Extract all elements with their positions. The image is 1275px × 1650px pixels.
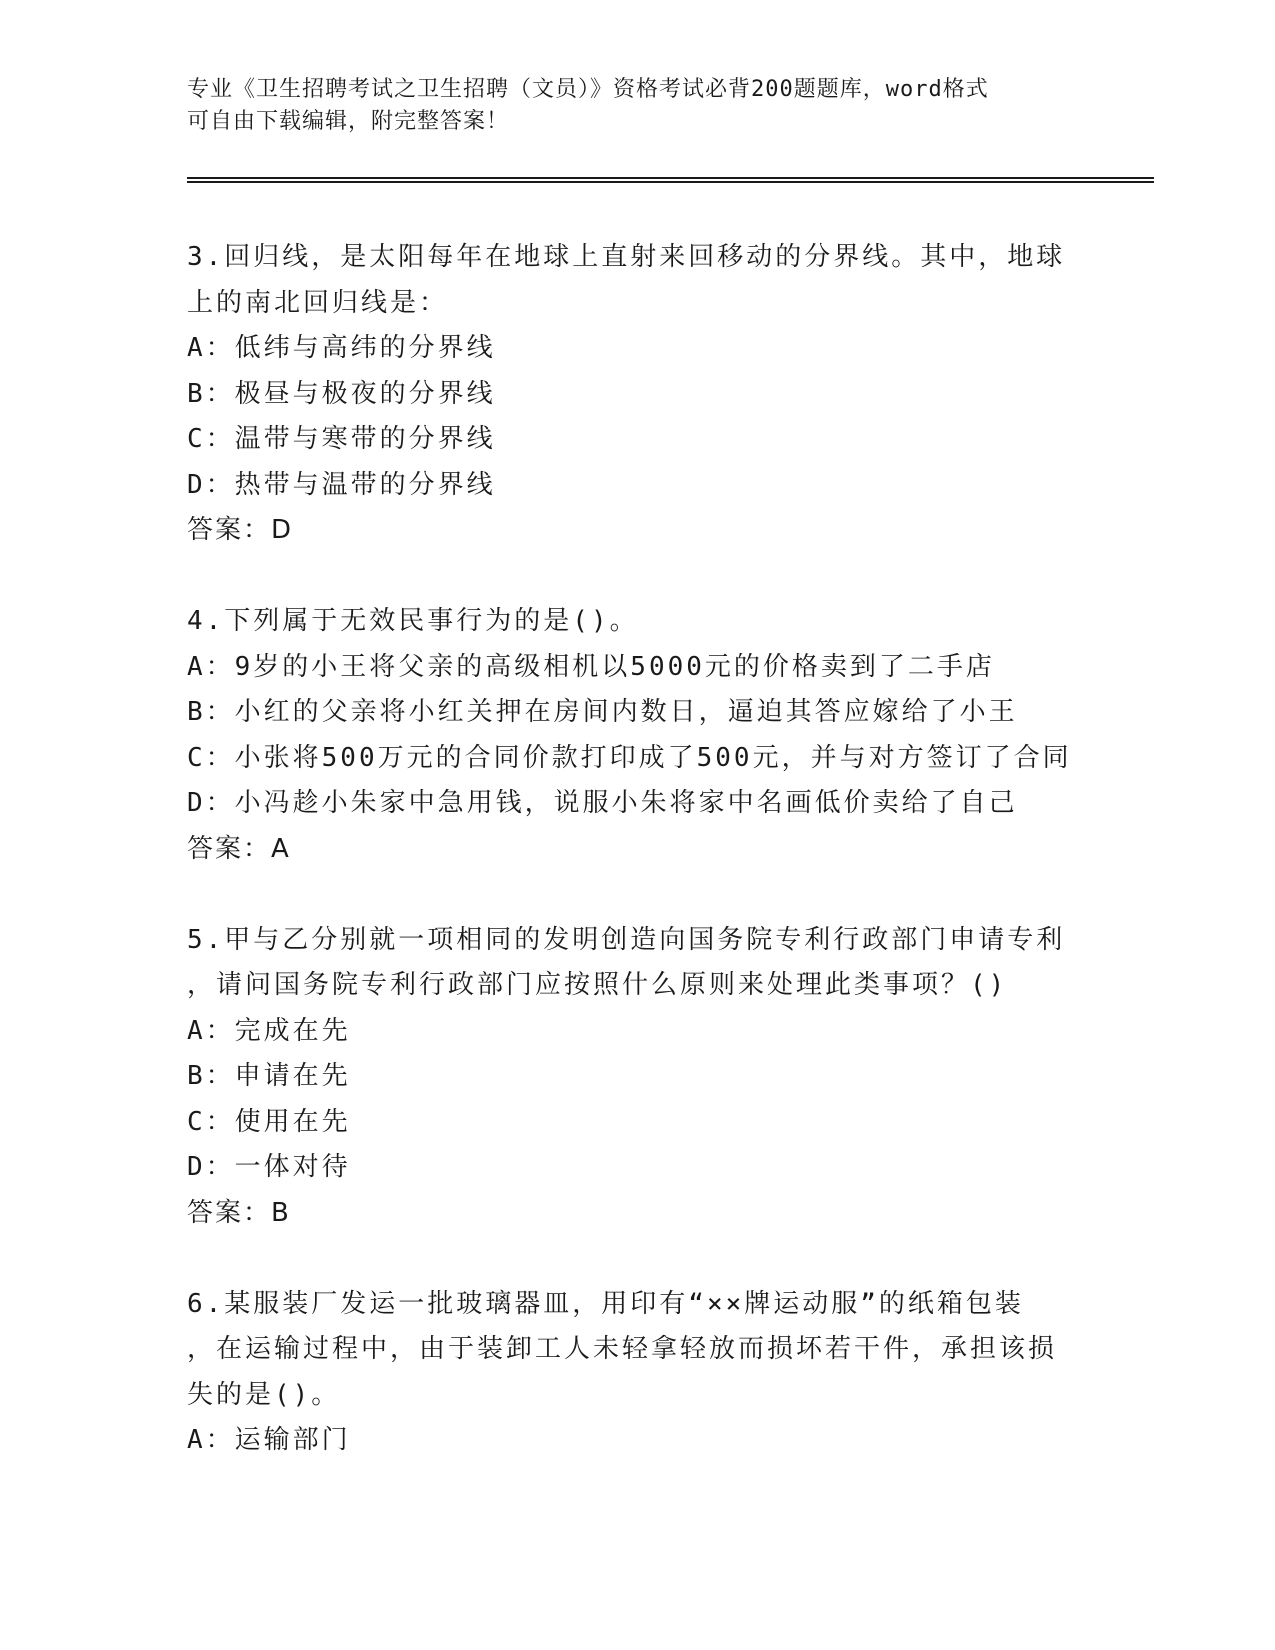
question-gap	[187, 872, 1087, 918]
option-a: A：运输部门	[187, 1425, 351, 1455]
document-header	[187, 74, 1067, 138]
question-stem-line: ，请问国务院专利行政部门应按照什么原则来处理此类事项？()	[187, 970, 1008, 1000]
question-3	[187, 235, 1087, 554]
option-a: A：完成在先	[187, 1015, 351, 1046]
option-a: A：9岁的小王将父亲的高级相机以5000元的价格卖到了二手店	[187, 651, 995, 682]
header-divider-bottom	[187, 181, 1154, 183]
header-line-2: 可自由下载编辑，附完整答案！	[187, 109, 510, 134]
header-divider-top	[187, 177, 1154, 179]
question-stem-line: 5.甲与乙分别就一项相同的发明创造向国务院专利行政部门申请专利	[187, 924, 1066, 955]
option-b: B：申请在先	[187, 1061, 351, 1091]
option-d: D：热带与温带的分界线	[187, 469, 496, 500]
question-5	[187, 918, 1087, 1237]
answer: 答案：A	[187, 833, 291, 864]
option-b: B：极昼与极夜的分界线	[187, 378, 496, 409]
header-line-1: 专业《卫生招聘考试之卫生招聘（文员）》资格考试必背200题题库，word格式	[187, 77, 989, 102]
option-d: D：小冯趁小朱家中急用钱，说服小朱将家中名画低价卖给了自己	[187, 788, 1018, 818]
option-c: C：小张将500万元的合同价款打印成了500元，并与对方签订了合同	[187, 742, 1072, 773]
option-c: C：温带与寒带的分界线	[187, 424, 496, 454]
question-stem-line: 3.回归线，是太阳每年在地球上直射来回移动的分界线。其中，地球	[187, 242, 1066, 272]
question-stem-line: 4.下列属于无效民事行为的是()。	[187, 606, 639, 636]
option-a: A：低纬与高纬的分界线	[187, 333, 496, 363]
question-gap	[187, 1236, 1087, 1282]
question-stem-line: 上的南北回归线是：	[187, 287, 449, 318]
option-b: B：小红的父亲将小红关押在房间内数日，逼迫其答应嫁给了小王	[187, 697, 1018, 727]
question-gap	[187, 554, 1087, 600]
question-stem-line: ，在运输过程中，由于装卸工人未轻拿轻放而损坏若干件，承担该损	[187, 1334, 1058, 1364]
question-stem-line: 6.某服装厂发运一批玻璃器皿，用印有“××牌运动服”的纸箱包装	[187, 1288, 1024, 1319]
question-stem-line: 失的是()。	[187, 1379, 341, 1410]
option-c: C：使用在先	[187, 1106, 351, 1137]
option-d: D：一体对待	[187, 1152, 351, 1182]
answer: 答案：D	[187, 515, 294, 545]
question-4	[187, 599, 1087, 872]
answer: 答案：B	[187, 1197, 291, 1228]
question-6	[187, 1282, 1087, 1464]
question-list	[187, 235, 1087, 1464]
